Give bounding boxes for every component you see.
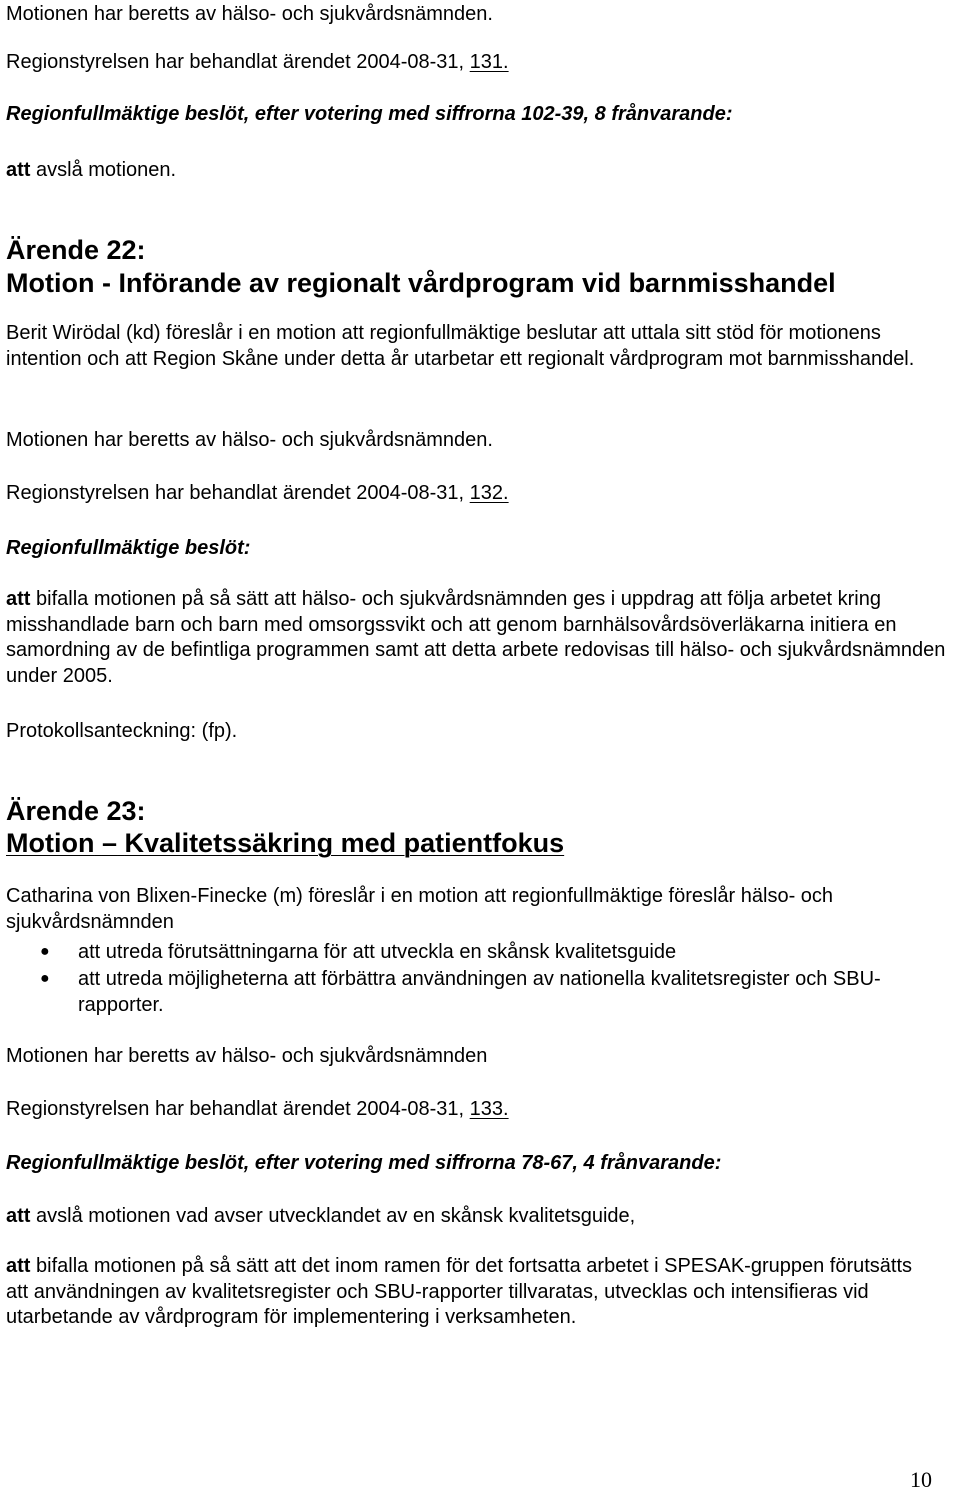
case-23-title-prefix: Motion xyxy=(6,828,95,858)
board-reference: 132. xyxy=(469,482,509,504)
case-23-decision-heading: Regionfullmäktige beslöt, efter votering med siffrorna 78-67, 4 frånvarande: xyxy=(6,1152,722,1174)
case-22-intro: Berit Wirödal (kd) föreslår i en motion att regionfullmäktige beslutar att uttala sitt stöd för motionens intention och att Region Skåne under detta år utarbetar ett regionalt vårdprogram mot barnmisshandel. xyxy=(6,322,915,370)
case-23-title-text: Kvalitetssäkring med patientfokus xyxy=(124,828,565,858)
case-23-title xyxy=(6,827,564,859)
case-22-prepared: Motionen har beretts av hälso- och sjukvårdsnämnden. xyxy=(6,429,493,451)
att-label: att xyxy=(6,588,31,610)
case-23-decision-outcome-2 xyxy=(6,1254,936,1331)
outcome-text: avslå motionen vad avser utvecklandet av en skånsk kvalitetsguide, xyxy=(36,1205,636,1227)
case-23-bullet-1: att utreda förutsättningarna för att utveckla en skånsk kvalitetsguide xyxy=(78,941,677,963)
outcome-text: bifalla motionen på så sätt att det inom ramen för det fortsatta arbetet i SPESAK-gruppen förutsätts att användningen av kvalitetsregister och SBU-rapporter tillvaratas, utvecklas och intensifieras vid utarbetande av vårdprogram för implementering i verksamheten. xyxy=(6,1255,913,1328)
board-reference: 131. xyxy=(469,51,509,73)
case-23-prepared: Motionen har beretts av hälso- och sjukvårdsnämnden xyxy=(6,1045,488,1067)
board-statement-text: Regionstyrelsen har behandlat ärendet 2004-08-31, xyxy=(6,482,465,504)
board-statement-text: Regionstyrelsen har behandlat ärendet 2004-08-31, xyxy=(6,1098,465,1120)
outcome-text: avslå motionen. xyxy=(36,159,177,181)
case-22-board-statement xyxy=(6,481,509,505)
case-23-heading: Ärende 23: xyxy=(6,796,146,826)
outcome-text: bifalla motionen på så sätt att hälso- och sjukvårdsnämnden ges i uppdrag att följa arbetet kring misshandlade barn och barn med omsorgssvikt och att genom barnhälsovårdsöverläkarna initiera en samordning av de befintliga programmen samt att detta arbete redovisas till hälso- och sjukvårdsnämnden under 2005. xyxy=(6,588,946,687)
page-number: 10 xyxy=(910,1467,932,1492)
case-23-decision-outcome-1 xyxy=(6,1204,635,1228)
prepared-statement: Motionen har beretts av hälso- och sjukvårdsnämnden. xyxy=(6,3,493,25)
board-statement-text: Regionstyrelsen har behandlat ärendet 2004-08-31, xyxy=(6,51,465,73)
bullet-dot-icon: ● xyxy=(40,943,50,960)
case-22-title: Motion - Införande av regionalt vårdprogram vid barnmisshandel xyxy=(6,268,836,298)
case-23-board-statement xyxy=(6,1097,509,1121)
att-label: att xyxy=(6,1255,31,1277)
att-label: att xyxy=(6,159,31,181)
case-23-title-dash: – xyxy=(101,828,118,858)
decision-heading: Regionfullmäktige beslöt, efter votering med siffrorna 102-39, 8 frånvarande: xyxy=(6,103,733,125)
att-label: att xyxy=(6,1205,31,1227)
case-22-decision-outcome xyxy=(6,587,952,689)
board-reference: 133. xyxy=(469,1098,509,1120)
board-statement xyxy=(6,50,509,74)
case-23-intro: Catharina von Blixen-Finecke (m) föreslår i en motion att regionfullmäktige föreslår hälso- och sjukvårdsnämnden xyxy=(6,885,834,933)
case-22-heading: Ärende 22: xyxy=(6,235,146,265)
case-22-decision-heading: Regionfullmäktige beslöt: xyxy=(6,537,251,559)
case-22-protocol-note: Protokollsanteckning: (fp). xyxy=(6,720,238,742)
decision-outcome xyxy=(6,158,176,182)
case-23-bullet-2: att utreda möjligheterna att förbättra användningen av nationella kvalitetsregister och SBU-rapporter. xyxy=(78,968,881,1016)
bullet-dot-icon: ● xyxy=(40,970,50,987)
